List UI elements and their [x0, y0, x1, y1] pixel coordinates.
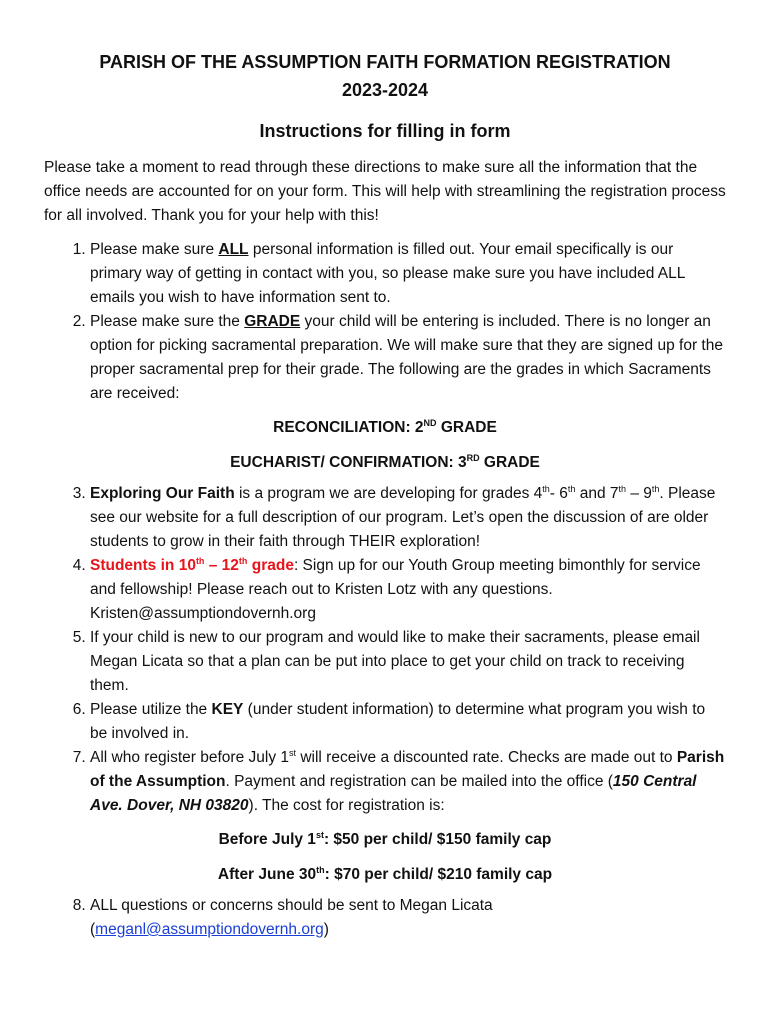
item7-text-f: ). The cost for registration is:: [248, 797, 445, 814]
price-after-label: After June 30: [217, 866, 317, 883]
item3-text-c: - 6: [549, 485, 568, 502]
item4-text-a: Students in 10: [90, 557, 196, 574]
item6-text-a: Please utilize the: [90, 701, 212, 718]
price-before-label: Before July 1: [218, 831, 316, 848]
price-before-line: [44, 827, 726, 853]
price-before-sup: st: [315, 830, 324, 840]
list-item-5: 5. If your child is new to our program and would like to make their sacraments, please email Megan Licata so that a plan can be put into place to get your child on track to receiving them.: [90, 626, 726, 698]
item4-text-c: grade: [247, 557, 294, 574]
item1-text-a: Please make sure: [90, 241, 219, 258]
list-item-6: [90, 698, 726, 746]
item3-text-e: – 9: [626, 485, 652, 502]
item7-text-d: . Payment and registration can be mailed into the office (: [225, 773, 613, 790]
item7-sup1: st: [289, 748, 297, 758]
item7-address: 150 Central Ave. Dover, NH 03820: [90, 773, 697, 814]
price-after-sup: th: [316, 865, 325, 875]
item3-text-b: is a program we are developing for grades 4: [234, 485, 543, 502]
list-item-2: [90, 310, 726, 482]
intro-paragraph: Please take a moment to read through these directions to make sure all the information that the office needs are accounted for on your form. This will help with streamlining the registration process for all involved. Thank you for your help with this!: [44, 159, 726, 224]
title-line-2: 2023-2024: [341, 80, 429, 100]
item1-text-c: personal information is filled out. Your email specifically is our primary way of getting in contact with you, so please make sure you have included ALL emails you wish to have information sent to.: [90, 241, 685, 306]
item3-sup2: th: [567, 484, 576, 494]
item3-text-d: and 7: [575, 485, 619, 502]
price-after-value: : $70 per child/ $210 family cap: [324, 866, 553, 883]
euch-sup: RD: [466, 453, 480, 463]
recon-sup: ND: [423, 418, 437, 428]
item3-sup4: th: [651, 484, 660, 494]
item7-text-a: All who register before July 1: [90, 749, 290, 766]
reconciliation-line: [44, 415, 726, 441]
item3-sup3: th: [618, 484, 627, 494]
item4-sup1: th: [195, 556, 205, 566]
list-item-3: [90, 482, 726, 554]
item3-program-name: Exploring Our Faith: [90, 485, 235, 502]
item7-payee: Parish of the Assumption: [90, 749, 725, 790]
item2-emphasis: GRADE: [244, 313, 301, 330]
recon-text: RECONCILIATION: 2: [273, 419, 424, 436]
item6-text-c: (under student information) to determine what program you wish to be involved in.: [90, 701, 706, 742]
euch-grade: GRADE: [479, 454, 540, 471]
item2-text-c: your child will be entering is included. There is no longer an option for picking sacramental preparation. We will make sure that they are signed up for the proper sacramental prep for their grade. The following are the grades in which Sacraments are received:: [90, 313, 723, 402]
list-item-8: [90, 894, 726, 942]
item7-text-b: will receive a discounted rate. Checks are made out to: [296, 749, 677, 766]
price-before-value: : $50 per child/ $150 family cap: [323, 831, 552, 848]
item4-text-b: – 12: [204, 557, 239, 574]
item8-text-a: ALL questions or concerns should be sent to Megan Licata (: [90, 897, 493, 938]
list-item-4: [90, 554, 726, 626]
price-after-line: [44, 862, 726, 888]
page-subtitle: Instructions for filling in form: [259, 121, 511, 141]
item6-key: KEY: [211, 701, 244, 718]
item1-emphasis: ALL: [218, 241, 249, 258]
item4-sup2: th: [238, 556, 248, 566]
euch-text: EUCHARIST/ CONFIRMATION: 3: [230, 454, 467, 471]
instruction-list: [44, 238, 726, 942]
list-item-7: [90, 746, 726, 894]
item4-text-d: : Sign up for our Youth Group meeting bimonthly for service and fellowship! Please reach out to Kristen Lotz with any questions. Kristen@assumptiondovernh.org: [90, 557, 701, 622]
eucharist-line: [44, 450, 726, 476]
item3-text-f: . Please see our website for a full description of our program. Let’s open the discussion of are older students to grow in their faith through THEIR exploration!: [90, 485, 716, 550]
item2-text-a: Please make sure the: [90, 313, 245, 330]
item8-text-b: ): [323, 921, 329, 938]
page-title: [44, 48, 726, 104]
title-line-1: PARISH OF THE ASSUMPTION FAITH FORMATION REGISTRATION: [99, 52, 671, 72]
recon-grade: GRADE: [436, 419, 497, 436]
contact-email-link[interactable]: meganl@assumptiondovernh.org: [95, 921, 324, 938]
item3-sup1: th: [542, 484, 550, 494]
item4-highlight: [90, 557, 294, 574]
list-item-1: [90, 238, 726, 310]
